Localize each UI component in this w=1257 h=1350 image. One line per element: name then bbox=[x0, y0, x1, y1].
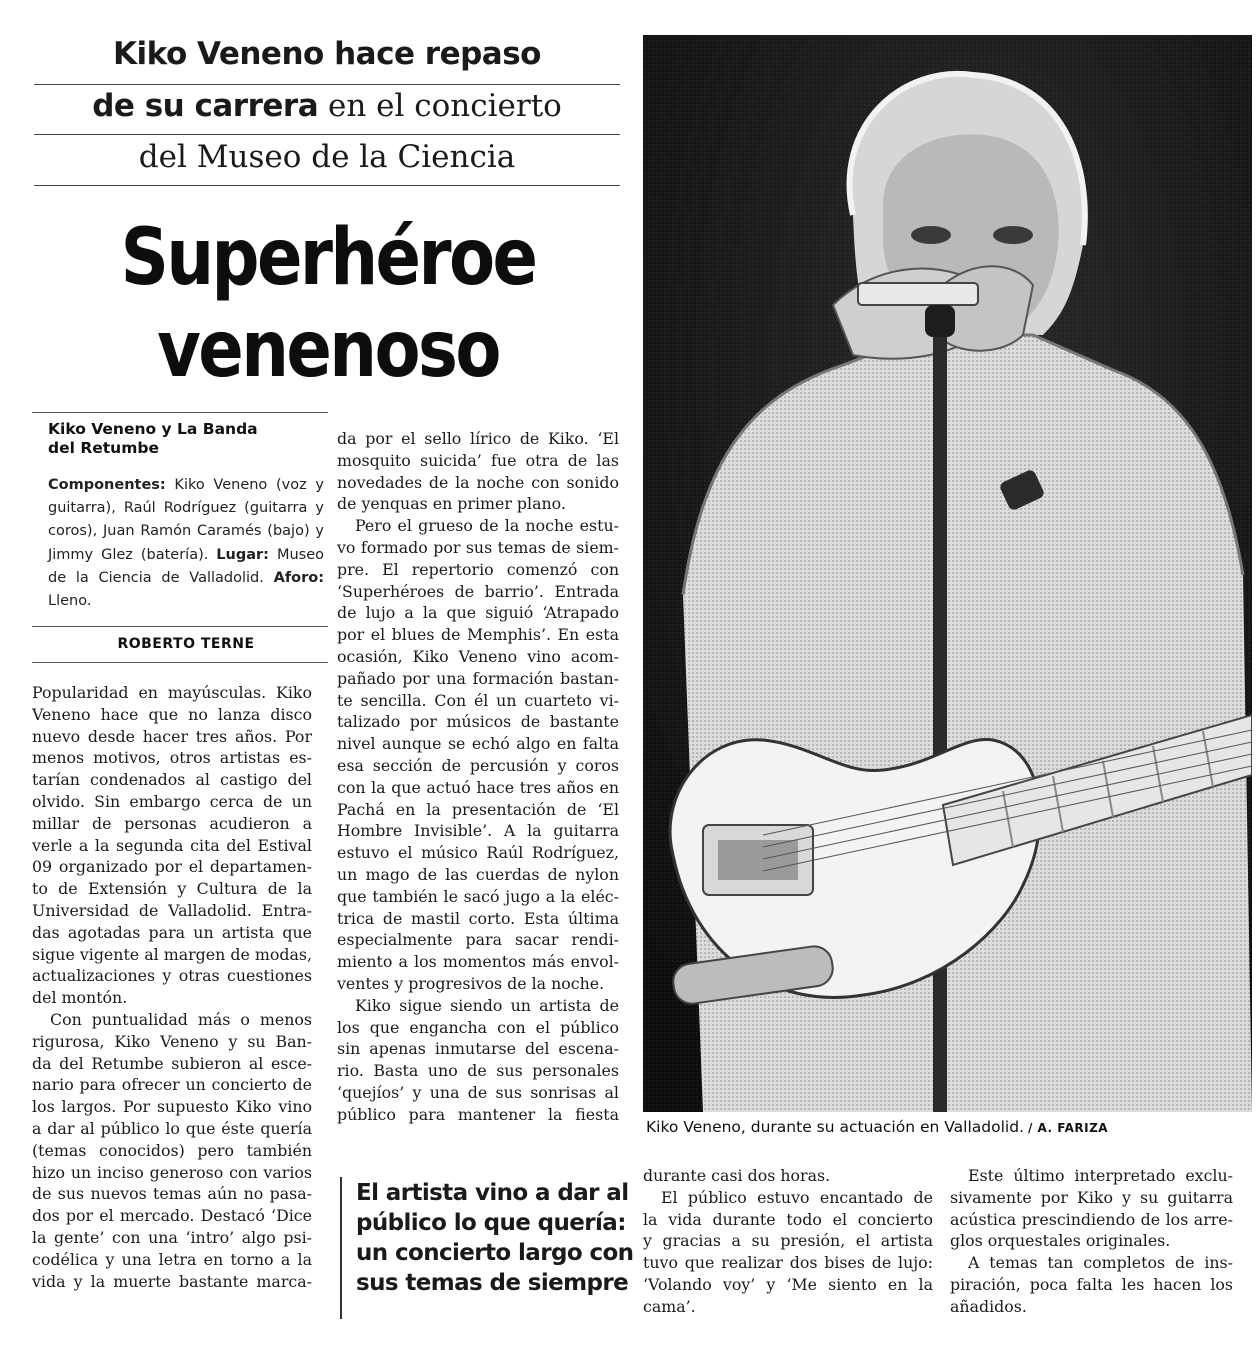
article-line: millar de personas acudieron a bbox=[32, 813, 312, 833]
article-line: te sencilla. Con él un cuarteto vi- bbox=[337, 690, 619, 710]
article-line: rio. Basta uno de sus personales bbox=[337, 1061, 619, 1081]
article-line: Universidad de Valladolid. Entra- bbox=[32, 900, 312, 920]
article-line: Pero el grueso de la noche estu- bbox=[355, 516, 619, 536]
article-line: vida y la muerte bastante marca- bbox=[32, 1271, 312, 1291]
kicker-rule-2 bbox=[34, 134, 620, 135]
article-line: da por el sello lírico de Kiko. ‘El bbox=[337, 429, 619, 448]
article-line: los largos. Por supuesto Kiko vino bbox=[32, 1097, 312, 1117]
article-line: de yenquas en primer plano. bbox=[337, 494, 566, 514]
kicker-line-2 bbox=[34, 88, 620, 124]
info-mid-rule bbox=[32, 626, 328, 627]
photo-caption bbox=[646, 1118, 1252, 1136]
article-line: pre. El repertorio comenzó con bbox=[337, 559, 619, 579]
article-line: pañado por una formación bastan- bbox=[337, 668, 619, 688]
article-line: vo formado por sus temas de siem- bbox=[337, 537, 619, 557]
article-line: los que engancha con el público bbox=[337, 1017, 619, 1037]
article-line: de lujo a la que siguió ‘Atrapado bbox=[337, 603, 619, 623]
article-line: das agotadas para un artista que bbox=[32, 922, 312, 942]
article-line: piración, poca falta les hacen los bbox=[950, 1274, 1233, 1294]
article-line: estuvo el músico Raúl Rodríguez, bbox=[337, 843, 619, 863]
lugar-label: Lugar: bbox=[216, 546, 269, 563]
kicker-text-3: del Museo de la Ciencia bbox=[138, 139, 516, 175]
performer-illustration bbox=[643, 35, 1252, 1112]
article-line: hizo un inciso generoso con varios bbox=[32, 1162, 312, 1182]
article-column-1 bbox=[32, 682, 312, 1292]
info-top-rule bbox=[32, 412, 328, 413]
article-line: sin apenas inmutarse del escena- bbox=[337, 1039, 619, 1059]
pull-quote-line: El artista vino a dar al bbox=[356, 1180, 629, 1206]
pull-quote bbox=[340, 1177, 634, 1319]
article-line: por el blues de Memphis’. En esta bbox=[337, 625, 619, 645]
article-line: Hombre Invisible’. A la guitarra bbox=[337, 821, 619, 841]
article-line: la vida durante todo el concierto bbox=[643, 1209, 933, 1229]
article-line: Este último interpretado exclu- bbox=[968, 1166, 1233, 1185]
article-line: Pachá en la presentación de ‘El bbox=[337, 799, 619, 819]
pull-quote-line: sus temas de siempre bbox=[356, 1270, 629, 1296]
article-line: nario para ofrecer un concierto de bbox=[32, 1075, 312, 1095]
article-line: y gracias a su presión, el artista bbox=[643, 1231, 933, 1251]
componentes-text: Kiko Veneno (voz y guitarra), Raúl Rodríguez (guitarra y coros), Juan Ramón Caramés (bajo) y Jimmy Glez (batería). bbox=[48, 477, 324, 563]
kicker-bold-1: Kiko Veneno hace repaso bbox=[113, 36, 541, 72]
article-line: dos por el mercado. Destacó ‘Dice bbox=[32, 1206, 312, 1226]
info-title-line-1: Kiko Veneno y La Banda bbox=[48, 420, 258, 438]
article-line: Con puntualidad más o menos bbox=[50, 1009, 312, 1029]
article-line: que también le sacó jugo a la eléc- bbox=[337, 886, 619, 906]
article-line: a dar al público lo que éste quería bbox=[32, 1118, 312, 1138]
article-line: la gente’ con una ‘intro’ algo psi- bbox=[32, 1227, 312, 1247]
article-line: acústica prescindiendo de los arre- bbox=[950, 1209, 1233, 1229]
article-line: especialmente para sacar rendi- bbox=[337, 930, 619, 950]
article-line: sigue vigente al margen de modas, bbox=[32, 944, 312, 964]
article-line: tarían condenados al castigo del bbox=[32, 770, 312, 790]
pull-quote-line: un concierto largo con bbox=[356, 1240, 634, 1266]
article-line: ventes y progresivos de la noche. bbox=[337, 973, 605, 993]
lugar-text: Museo de la Ciencia de Valladolid. bbox=[48, 546, 324, 586]
article-line: sivamente por Kiko y su guitarra bbox=[950, 1187, 1233, 1207]
article-line: del montón. bbox=[32, 988, 128, 1008]
article-line: tuvo que realizar dos bises de lujo: bbox=[643, 1253, 933, 1273]
article-line: menos motivos, otros artistas es- bbox=[32, 748, 312, 768]
info-title bbox=[48, 420, 328, 458]
aforo-label: Aforo: bbox=[273, 569, 324, 586]
article-line: novedades de la noche con sonido bbox=[337, 472, 619, 492]
article-line: ‘Superhéroes de barrio’. Entrada bbox=[337, 581, 619, 601]
article-line: ‘quejíos’ y una de sus sonrisas al bbox=[337, 1082, 619, 1102]
article-line: con la que actuó hace tres años en bbox=[337, 777, 619, 797]
article-line: Popularidad en mayúsculas. Kiko bbox=[32, 683, 312, 702]
kicker-line-1 bbox=[34, 36, 620, 72]
article-column-4 bbox=[950, 1165, 1233, 1318]
pull-quote-line: público lo que quería: bbox=[356, 1210, 626, 1236]
article-line: Veneno hace que no lanza disco bbox=[32, 704, 312, 724]
componentes-label: Componentes: bbox=[48, 477, 166, 493]
article-line: verle a la segunda cita del Estival bbox=[32, 835, 312, 855]
info-body bbox=[48, 474, 324, 613]
aforo-text: Lleno. bbox=[48, 593, 92, 610]
article-line: talizado por músicos de bastante bbox=[337, 712, 619, 732]
article-line: Kiko sigue siendo un artista de bbox=[355, 995, 619, 1015]
kicker-bold-2: de su carrera bbox=[92, 88, 319, 124]
article-line: añadidos. bbox=[950, 1296, 1027, 1316]
article-column-2 bbox=[337, 428, 619, 1126]
article-line: esa sección de percusión y coros bbox=[337, 755, 619, 775]
article-line: A temas tan completos de ins- bbox=[968, 1253, 1233, 1273]
article-line: nuevo desde hacer tres años. Por bbox=[32, 726, 312, 746]
article-line: público para mantener la fiesta bbox=[337, 1104, 619, 1124]
article-line: durante casi dos horas. bbox=[643, 1166, 831, 1185]
concert-photo bbox=[643, 35, 1252, 1112]
article-line: ‘Volando voy’ y ‘Me siento en la bbox=[643, 1274, 933, 1294]
kicker-rest-2: en el concierto bbox=[318, 88, 562, 124]
info-title-line-2: del Retumbe bbox=[48, 439, 159, 457]
article-column-3 bbox=[643, 1165, 933, 1318]
kicker-rule-1 bbox=[34, 84, 620, 85]
article-line: ocasión, Kiko Veneno vino acom- bbox=[337, 646, 619, 666]
byline: ROBERTO TERNE bbox=[117, 636, 255, 652]
article-line: actualizaciones y otras cuestiones bbox=[32, 966, 312, 986]
kicker-rule-3 bbox=[34, 185, 620, 186]
article-line: rigurosa, Kiko Veneno y su Ban- bbox=[32, 1031, 312, 1051]
article-line: to de Extensión y Cultura de la bbox=[32, 879, 312, 899]
caption-text: Kiko Veneno, durante su actuación en Valladolid. bbox=[646, 1118, 1024, 1136]
article-line: 09 organizado por el departamen- bbox=[32, 857, 312, 877]
article-line: olvido. Sin embargo cerca de un bbox=[32, 791, 312, 811]
headline-line-1: Superhéroe bbox=[120, 213, 536, 303]
kicker-line-3 bbox=[34, 139, 620, 175]
article-line: mosquito suicida’ fue otra de las bbox=[337, 450, 619, 470]
article-line: de sus nuevos temas aún no pasa- bbox=[32, 1184, 312, 1204]
info-bottom-rule bbox=[32, 662, 328, 663]
article-line: trica de mastil corto. Esta última bbox=[337, 908, 619, 928]
article-line: da del Retumbe subieron al esce- bbox=[32, 1053, 312, 1073]
article-line: miento a los momentos más envol- bbox=[337, 952, 619, 972]
article-line: cama’. bbox=[643, 1296, 696, 1316]
article-line: (temas conocidos) pero también bbox=[32, 1140, 312, 1160]
caption-credit: / A. FARIZA bbox=[1027, 1121, 1109, 1135]
article-line: un mago de las cuerdas de nylon bbox=[337, 864, 619, 884]
article-line: El público estuvo encantado de bbox=[661, 1187, 933, 1207]
article-line: codélica y una letra en torno a la bbox=[32, 1249, 312, 1269]
article-line: nivel aunque se echó algo en falta bbox=[337, 734, 619, 754]
headline-line-2: venenoso bbox=[157, 305, 499, 395]
article-line: glos orquestales originales. bbox=[950, 1231, 1171, 1251]
